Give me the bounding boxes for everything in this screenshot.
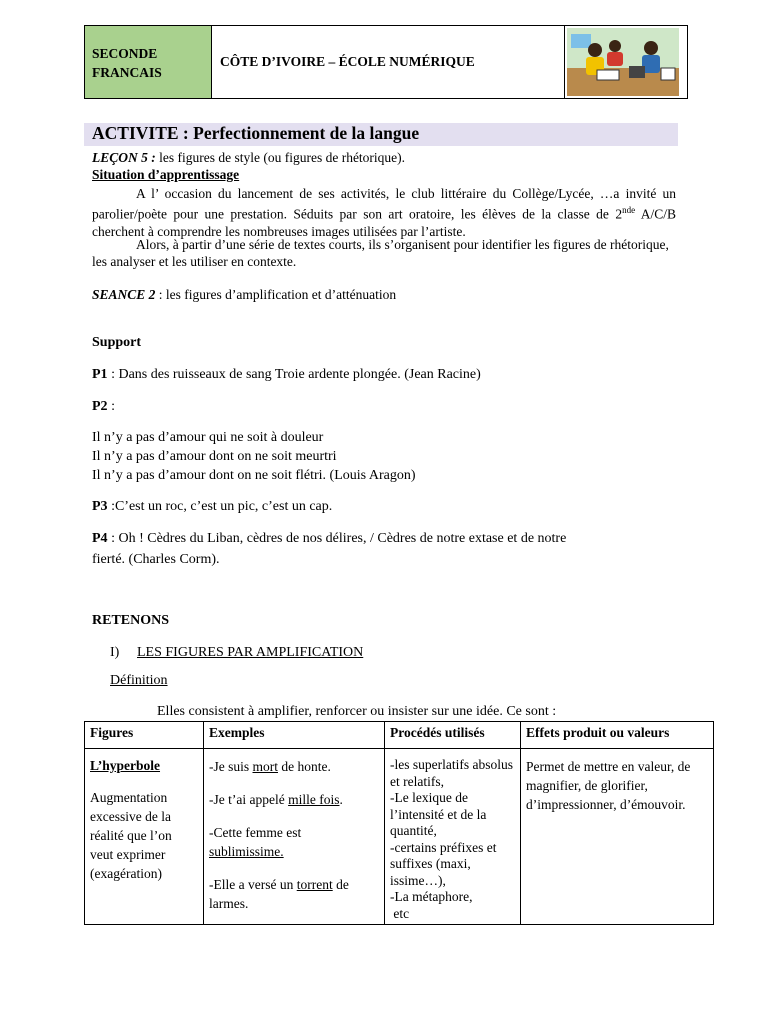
example-2-pre: -Je t’ai appelé: [209, 792, 289, 807]
example-3-pre: -Cette femme est: [209, 825, 302, 840]
p3-label: P3: [92, 499, 108, 514]
procede-3: -certains préfixes et suffixes (maxi, issime…),: [390, 839, 497, 888]
example-1: [209, 757, 379, 776]
p3-text: :C’est un roc, c’est un pic, c’est un cap.: [107, 499, 333, 514]
figure-name: L’hyperbole: [90, 758, 161, 773]
level-box: [85, 26, 212, 98]
support-p3: [92, 497, 332, 516]
procede-1: -les superlatifs absolus et relatifs,: [390, 757, 513, 789]
header-procedes: Procédés utilisés: [385, 722, 521, 749]
procede-2: -Le lexique de l’intensité et de la quantité,: [390, 790, 487, 838]
poem-line-2: Il n’y a pas d’amour dont on ne soit meurtri: [92, 449, 337, 464]
students-with-computers-illustration: [565, 26, 687, 98]
seance-text: : les figures d’amplification et d’atténuation: [155, 287, 397, 302]
example-2-underlined: mille fois: [288, 792, 340, 807]
document-header: [84, 25, 688, 99]
lesson-text: les figures de style (ou figures de rhétorique).: [155, 150, 406, 165]
situation-heading: Situation d’apprentissage: [92, 167, 240, 182]
header-effets: Effets produit ou valeurs: [521, 722, 714, 749]
example-3: [209, 823, 379, 861]
figures-table: [84, 721, 714, 925]
retenons-heading: RETENONS: [92, 613, 170, 628]
example-2: [209, 790, 379, 809]
example-4: [209, 875, 379, 913]
procedes-cell: [385, 749, 521, 925]
lesson-label: LEÇON 5 :: [92, 150, 156, 165]
p4-label: P4: [92, 531, 108, 546]
example-4-post: de larmes.: [209, 877, 349, 911]
procede-5: etc: [390, 905, 410, 921]
seance-line: [92, 286, 396, 304]
example-1-post: de honte.: [278, 759, 331, 774]
support-p2-label-line: [92, 397, 115, 416]
situation-text-b: A/C/B cherchent à comprendre les nombreuses images utilisées par l’artiste.: [92, 206, 676, 239]
situation-paragraph-2: Alors, à partir d’une série de textes courts, ils s’organisent pour identifier les figures de rhétorique, les analyser et les utiliser en contexte.: [92, 237, 669, 269]
table-row: [85, 749, 714, 925]
p2-colon: :: [107, 399, 115, 414]
header-figures: Figures: [85, 722, 204, 749]
p4-text: : Oh ! Cèdres du Liban, cèdres de nos délires, / Cèdres de notre extase et de notre fierté. (Charles Corm).: [92, 531, 567, 567]
poem-line-1: Il n’y a pas d’amour qui ne soit à douleur: [92, 430, 324, 445]
table-header-row: [85, 722, 714, 749]
support-heading: Support: [92, 335, 142, 350]
example-4-pre: -Elle a versé un: [209, 877, 297, 892]
poem-line-3: Il n’y a pas d’amour dont on ne soit flétri. (Louis Aragon): [92, 468, 416, 483]
section-number: I): [110, 645, 120, 660]
example-2-post: .: [339, 792, 343, 807]
seance-label: SEANCE 2: [92, 287, 156, 302]
level-line-1: SECONDE: [92, 46, 158, 61]
figure-description: Augmentation excessive de la réalité que l’on veut exprimer (exagération): [90, 790, 172, 881]
situation-paragraph-1: [92, 185, 676, 240]
example-1-pre: -Je suis: [209, 759, 253, 774]
figure-cell: [85, 749, 204, 925]
section-title: LES FIGURES PAR AMPLIFICATION: [137, 645, 364, 660]
p1-text: : Dans des ruisseaux de sang Troie ardente plongée. (Jean Racine): [107, 367, 481, 382]
activity-title: ACTIVITE : Perfectionnement de la langue: [92, 123, 420, 143]
situation-text-a: A l’ occasion du lancement de ses activités, le club littéraire du Collège/Lycée, …a invité un parolier/poète pour une prestation. Séduits par son art oratoire, les élèves de la classe de 2: [92, 186, 676, 222]
support-p1: [92, 365, 481, 384]
example-3-underlined: sublimissime.: [209, 844, 284, 859]
p1-label: P1: [92, 367, 108, 382]
superscript-nde: nde: [622, 205, 636, 215]
definition-label: Définition: [110, 673, 168, 688]
organization-name: CÔTE D’IVOIRE – ÉCOLE NUMÉRIQUE: [212, 26, 565, 98]
support-p4: [92, 528, 592, 570]
p2-label: P2: [92, 399, 108, 414]
definition-text: Elles consistent à amplifier, renforcer ou insister sur une idée. Ce sont :: [157, 704, 557, 719]
example-4-underlined: torrent: [296, 877, 333, 892]
level-line-2: FRANCAIS: [92, 65, 162, 80]
effets-cell: Permet de mettre en valeur, de magnifier, de glorifier, d’impressionner, d’émouvoir.: [521, 749, 714, 925]
lesson-line: [92, 149, 405, 167]
example-1-underlined: mort: [252, 759, 278, 774]
procede-4: -La métaphore,: [390, 889, 473, 904]
header-exemples: Exemples: [204, 722, 385, 749]
examples-cell: [204, 749, 385, 925]
